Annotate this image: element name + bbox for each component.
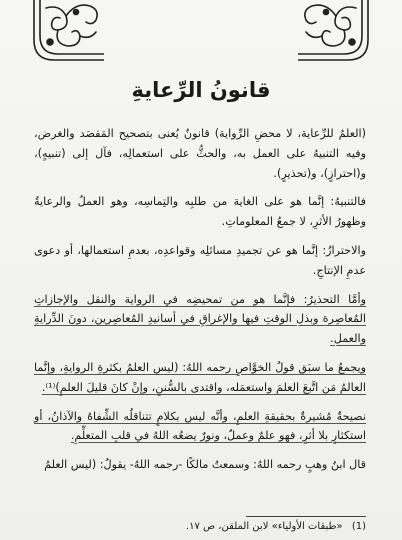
footnote-text: «طبقات الأولياء» لابن الملقن، ص ١٧.	[185, 521, 343, 532]
paragraph: وأمَّا التحذيرُ: فإنَّما هو من تمحيضِه في الرواية والنقل والإجازاتِ المُعاصِرة وبذلِ الوقتِ فيها والإغراقِ في أسانيدِ المُعاصِرين، دونَ الدِّرايةِ والعملِ.	[34, 292, 366, 346]
body-text	[34, 124, 366, 480]
paragraph: نصيحةٌ مُشيرةٌ بحقيقةِ العلمِ، وأنَّه ليس بكلامٍ تتناقلُه الشِّفاهُ والآذانُ، أو استكثارٍ بلا أثرٍ، فهو علمٌ وعملٌ، ونورٌ يضعُه اللهُ في قلبِ المتعلِّمِ.	[34, 409, 366, 443]
paragraph: والاحترازُ: إنَّما هو عن تجميدِ مسائلِه وقواعدِه، بعدمِ استعمالها، أو دعوى عدمِ الإنتاجِ.	[34, 243, 366, 277]
paragraph: ويجمعُ ما سبَق قولُ الخوَّاصِ رحمه اللهُ: (ليس العلمُ بكثرةِ الروايةِ، وإنَّما العالمُ مَن اتَّبعَ العلمَ واستعمَله، واقتدى بالسُّننِ، وإنْ كانَ قليلَ العلمِ)⁽¹⁾.	[34, 360, 366, 394]
paragraph: قال ابنُ وهبٍ رحمه اللهُ: وسمعتُ مالكًا -رحمه اللهُ- يقولُ: (ليس العلمُ	[44, 458, 366, 472]
footnote	[34, 520, 366, 534]
footnote-number: (1)	[351, 521, 366, 532]
paragraph: (العلمُ للرِّعاية، لا محضِ الرِّواية) قانونٌ يُعنى بتصحيح المَقصَد والغرض، وفيه التنبيهُ على العمل به، والحثُّ على استعمالِه، فآل إلى (تنبيهٍ)، و(احترازٍ)، و(تحذيرٍ).	[34, 127, 366, 180]
paragraph: فالتنبيهُ: إنَّما هو على الغاية من طلبِه والتِماسِه، وهو العملُ والرعايةُ وظهورُ الأثرِ، لا جمعُ المعلوماتِ.	[34, 195, 366, 229]
footnote-divider	[246, 516, 366, 517]
corner-ornament-icon	[298, 0, 372, 66]
corner-ornament-icon	[30, 0, 104, 66]
page-title: قانونُ الرِّعايةِ	[131, 78, 271, 102]
